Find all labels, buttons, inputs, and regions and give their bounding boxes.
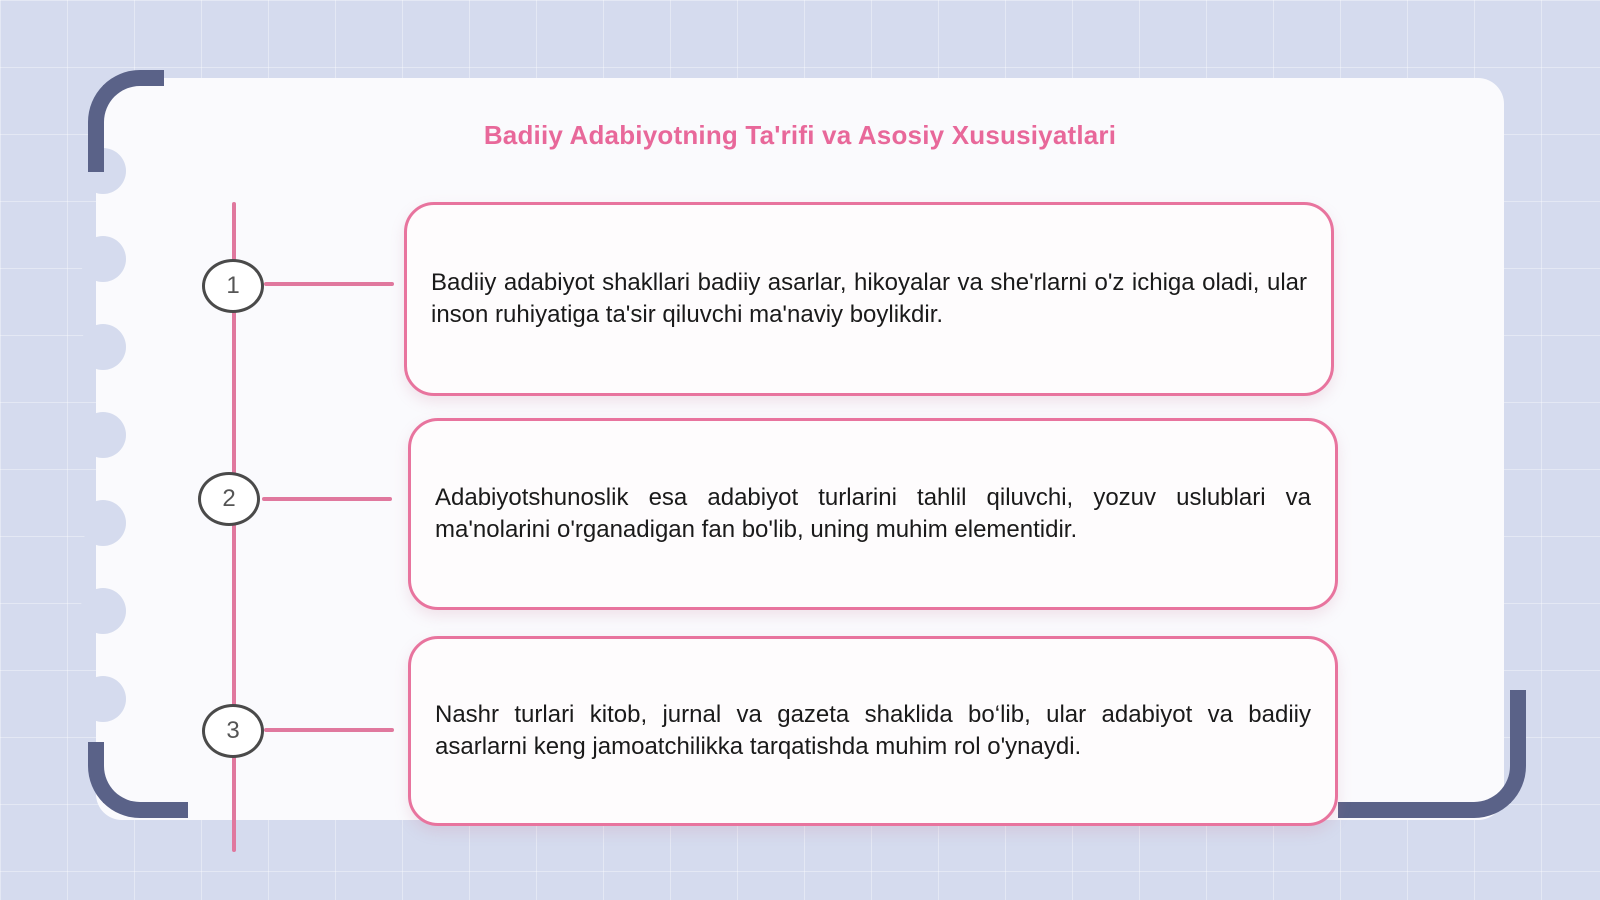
timeline-card-2 [408, 418, 1338, 610]
timeline-number-2: 2 [198, 472, 260, 526]
paper-edge-scallop [80, 500, 126, 546]
timeline-card-text-2: Adabiyotshunoslik esa adabiyot turlarini tahlil qiluvchi, yozuv uslublari va ma'nolarini o'rganadigan fan bo'lib, uning muhim elementidir. [435, 484, 1311, 543]
timeline-card-3 [408, 636, 1338, 826]
paper-edge-scallop [80, 324, 126, 370]
timeline-number-1: 1 [202, 259, 264, 313]
timeline-card-text-3: Nashr turlari kitob, jurnal va gazeta shaklida bo‘lib, ular adabiyot va badiiy asarlarni keng jamoatchilikka tarqatishda muhim rol o'ynaydi. [435, 701, 1311, 760]
timeline-number-3: 3 [202, 704, 264, 758]
timeline-card-1 [404, 202, 1334, 396]
corner-bracket-top-left [88, 70, 164, 172]
paper-edge-scallop [80, 588, 126, 634]
corner-bracket-bottom-right [1338, 690, 1526, 818]
paper-edge-scallop [80, 412, 126, 458]
paper-edge-scallop [80, 236, 126, 282]
slide-title: Badiiy Adabiyotning Ta'rifi va Asosiy Xususiyatlari [483, 120, 1117, 150]
timeline-connector-1 [264, 282, 394, 286]
timeline-connector-2 [262, 497, 392, 501]
timeline-connector-3 [264, 728, 394, 732]
paper-edge-scallop [80, 676, 126, 722]
timeline-card-text-1: Badiiy adabiyot shakllari badiiy asarlar, hikoyalar va she'rlarni o'z ichiga oladi, ular inson ruhiyatiga ta'sir qiluvchi ma'naviy boylikdir. [431, 269, 1307, 328]
